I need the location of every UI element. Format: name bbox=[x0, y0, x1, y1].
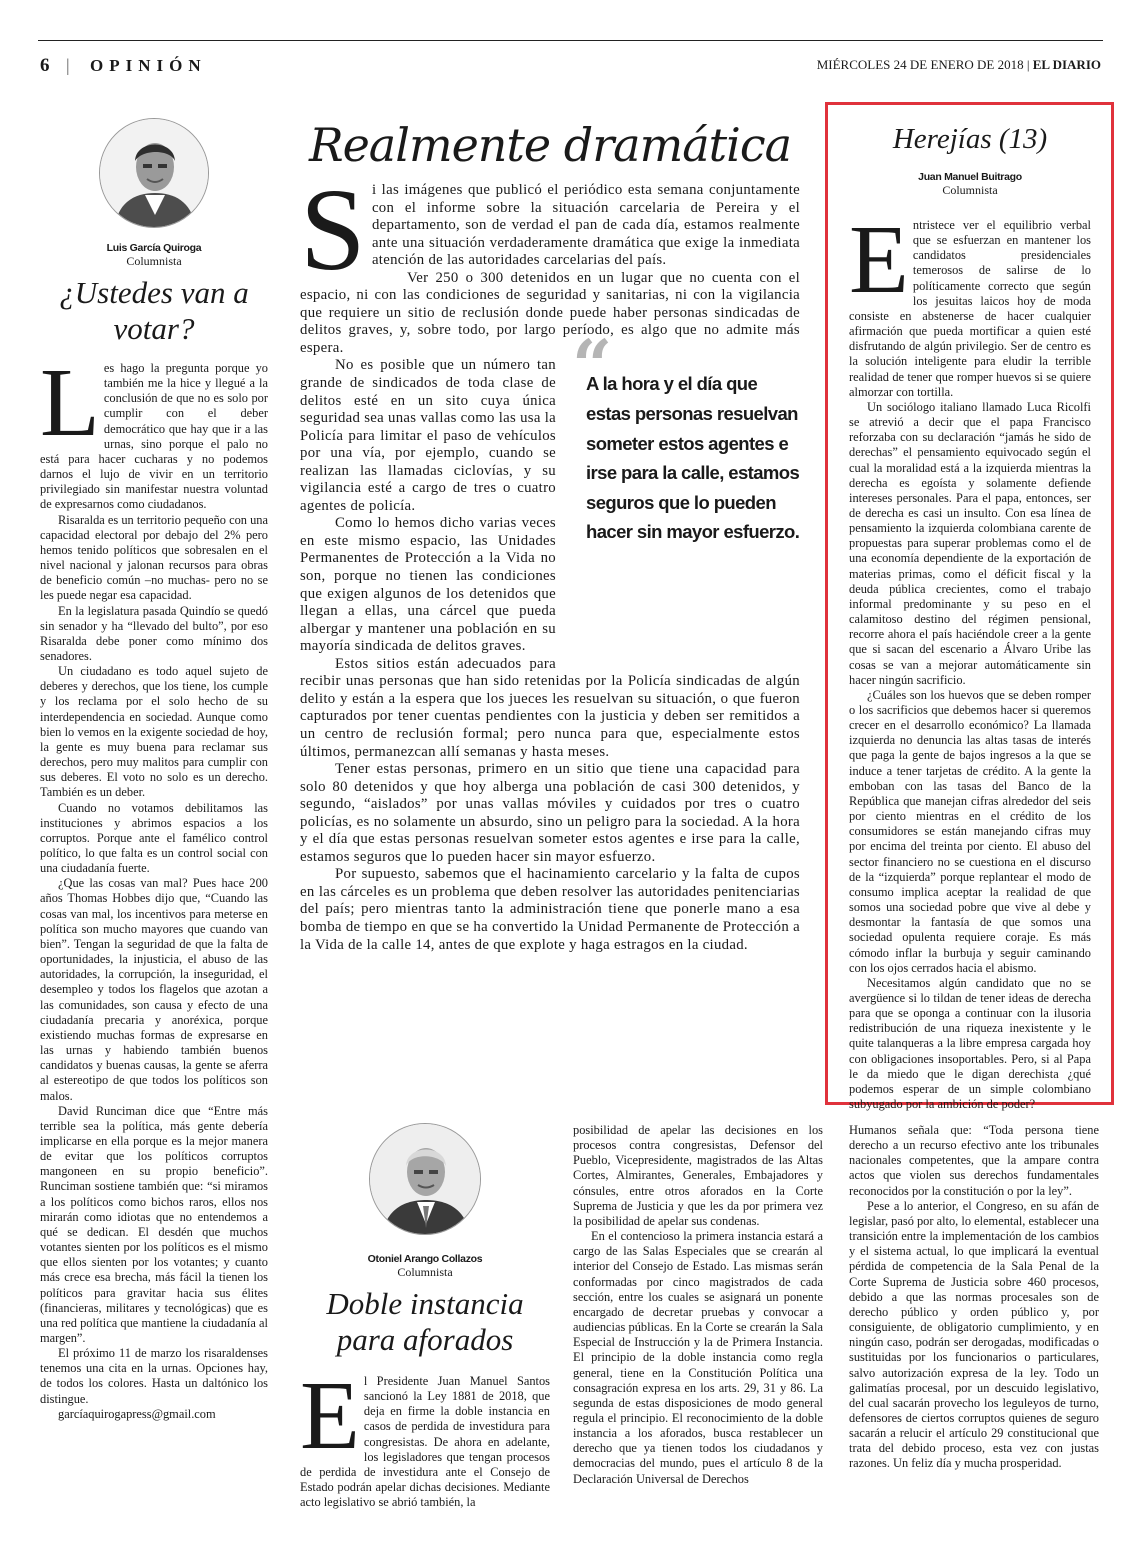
author-email: garcíaquirogapress@gmail.com bbox=[58, 1406, 216, 1421]
drop-cap: E bbox=[300, 1362, 360, 1470]
author-photo bbox=[369, 1123, 481, 1235]
bottom-column-2 bbox=[573, 1123, 823, 1487]
editorial-body bbox=[300, 164, 800, 954]
editorial-title: Realmente dramática bbox=[308, 118, 792, 172]
column-body bbox=[300, 1362, 550, 1510]
paragraph: posibilidad de apelar las decisiones en los procesos contra congresistas, Defensor del Pueblo, Vicepresidente, magistrados de las Altas Cortes, Almirantes, Generales, Embajadores y cónsules, entre otros aforados en la Corte Suprema de Justicia y que les da por primera vez la posibilidad de apelar sus condenas. bbox=[573, 1123, 823, 1228]
paragraph: En la legislatura pasada Quindío se quedó sin senador y ha “llevado del bulto”, por eso Risaralda debe poner como mínimo dos senadores. bbox=[40, 603, 268, 663]
left-column bbox=[40, 118, 268, 1422]
pull-quote-text: A la hora y el día que estas personas resuelvan someter estos agentes e irse para la calle, estamos seguros que lo pueden hacer sin mayor esfuerzo. bbox=[586, 373, 800, 543]
column-title: ¿Ustedes van a votar? bbox=[59, 275, 249, 346]
drop-cap: E bbox=[849, 206, 909, 314]
date-separator: | bbox=[1026, 57, 1030, 72]
paragraph: El próximo 11 de marzo los risaraldenses tenemos una cita en la urnas. Opciones hay, de todos los colores. Hasta un daltónico los distingue. bbox=[40, 1346, 268, 1406]
paragraph: Ver 250 o 300 detenidos en un lugar que no cuenta con el espacio, ni con las condiciones de seguridad y sanitarias, ni con la vigilancia que requiere un sitio de reclusión donde puede haber personas sindicadas de delitos graves, y, sobre todo, por largo período, es algo que no admite más espera. bbox=[300, 269, 800, 356]
author-role: Columnista bbox=[942, 183, 998, 197]
section-name: OPINIÓN bbox=[90, 56, 207, 75]
editorial bbox=[300, 118, 800, 954]
column-body bbox=[849, 206, 1091, 1112]
bottom-column-3 bbox=[849, 1123, 1099, 1472]
drop-cap: L bbox=[40, 349, 100, 457]
paragraph: Un ciudadano es todo aquel sujeto de deberes y derechos, que los tiene, los cumple y los reclama por el solo hecho de su interdependencia en sociedad. Aunque como bien lo vemos en la exigente sociedad de hoy, la gente es muy buena para reclamar sus derechos, pero muy malitos para cumplir con sus deberes. El voto no solo es un derecho. También es un deber. bbox=[40, 664, 268, 800]
author-name: Juan Manuel Buitrago bbox=[918, 171, 1022, 183]
page-number: 6 bbox=[40, 55, 50, 76]
quote-mark-icon: “ bbox=[572, 324, 613, 408]
column-title: Doble instancia para aforados bbox=[326, 1286, 524, 1357]
paragraph: Humanos señala que: “Toda persona tiene derecho a un recurso efectivo ante los tribunales nacionales competentes, que la ampare contra actos que violen sus derechos fundamentales reconocidos por la constitución o por la ley”. bbox=[849, 1123, 1099, 1198]
paragraph: Un sociólogo italiano llamado Luca Ricolfi se atrevió a decir que el papa Francisco reforzaba con su declaración “jamás he sido de derechas” el pensamiento equivocado según el cual la moralidad está a la izquierda mientras la derecha es egoísta y solamente defiende intereses personales. Para el papa, entonces, ser de derecha es casi un insulto. Con esa línea de pensamiento la izquierda colombiana carente de propuestas para superar problemas como el de una economía dependiente de la exportación de materias primas, como el déficit fiscal y la deuda pública crecientes, como el trabajo informal predominante y su peso en el calamitoso destino del régimen pensional, recorre ahora el país haciéndole creer a la gente que si sacan del escenario a Álvaro Uribe las cosas se van a mejorar automáticamente sin hacer ningún sacrificio. bbox=[849, 399, 1091, 687]
paragraph: Risaralda es un territorio pequeño con una capacidad electoral por debajo del 2% pero hemos tenido políticos que sobresalen en el nivel nacional y jalonan recursos para obras de beneficio común –no muchas- pero no se les puede negar esa capacidad. bbox=[40, 512, 268, 603]
author-name: Otoniel Arango Collazos bbox=[367, 1253, 483, 1265]
dateline bbox=[817, 57, 1101, 73]
drop-cap: S bbox=[300, 164, 366, 295]
paragraph: Estos sitios están adecuados para recibir unas personas que han sido retenidas por la Policía sindicadas de algún delito y están a la espera que los jueces les resuelvan su situación, o que fueron capturados por tener cuentas pendientes con la justicia y deben ser remitidos a un centro de reclusión formal; pero nunca para que, especialmente estos últimos, permanezcan allí semanas y hasta meses. bbox=[300, 655, 800, 760]
pull-quote bbox=[572, 324, 800, 665]
page-header bbox=[38, 30, 1103, 80]
author-role: Columnista bbox=[126, 254, 182, 268]
paper-name: EL DIARIO bbox=[1032, 57, 1101, 72]
paragraph: es hago la pregunta porque yo también me la hice y llegué a la conclusión de que no es solo por cumplir con el deber democrático que hay que ir a las urnas, sino porque el palo no está para hacer cucharas y no podemos darnos el lujo de vivir en un territorio privilegiado sin manifestar nuestra voluntad de expresarnos como ciudadanos. bbox=[40, 361, 268, 512]
paragraph: David Runciman dice que “Entre más terrible sea la política, más gente debería implicarse en ella porque es la mejor manera de evitar que los políticos corruptos mangoneen en su propio beneficio”. Runciman sostiene también que: “si miramos a los políticos como bichos raros, ellos nos mirarán como idiotas que no entendemos a qué se dedican. El desdén que muchos votantes sienten por los políticos es el mismo que ellos sienten por los votantes; y cuanto más crece esa brecha, más fácil la tienen los políticos para gravitar hacia sus élites (financieras, militares y tecnológicas) que es una red política que mantiene la ciudadanía al margen”. bbox=[40, 1103, 268, 1345]
portrait-icon bbox=[100, 119, 209, 228]
author-photo bbox=[99, 118, 209, 228]
paragraph: l Presidente Juan Manuel Santos sancionó la Ley 1881 de 2018, que deja en firme la doble instancia en casos de perdida de investidura para congresistas. De ahora en adelante, los legisladores que tengan procesos de perdida de investidura ante el Consejo de Estado podrán apelar dichas decisiones. Mediante acto legislativo se abrió también, la bbox=[300, 1374, 550, 1510]
header-separator: | bbox=[66, 55, 70, 75]
bottom-column-1 bbox=[300, 1123, 550, 1510]
paragraph: Cuando no votamos debilitamos las instituciones y abrimos espacios a los corruptos. Porque ante el famélico control político, lo que falta es un control social con una ciudadanía fuerte. bbox=[40, 800, 268, 876]
portrait-icon bbox=[370, 1124, 481, 1235]
paragraph: Tener estas personas, primero en un sitio que tiene una capacidad para solo 80 detenidos y que hoy alberga una población de casi 300 detenidos, y segundo, “aislados” por unas vallas móviles y cuidados por tres o cuatro policías, es no solamente un absurdo, sino un peligro para la sociedad. A la hora y el día que estas personas resuelvan someter estos agentes e irse para la calle, estamos seguros que lo pueden hacer sin mayor esfuerzo. bbox=[300, 761, 800, 865]
author-role: Columnista bbox=[397, 1265, 453, 1279]
paragraph: ntristece ver el equilibrio verbal que se esfuerzan en mantener los candidatos presidenciales temerosos de salirse de lo políticamente correcto que según los jesuitas laicos hoy de moda consiste en abstenerse de hacer cualquier afirmación que pueda mortificar a quien esté disfrutando de algún privilegio. Ser de centro es la solución inteligente para eludir la terrible realidad de tener que romper huevos si se quiere almorzar con tortilla. bbox=[849, 218, 1091, 399]
date-text: MIÉRCOLES 24 DE ENERO DE 2018 bbox=[816, 57, 1024, 72]
column-body bbox=[40, 349, 268, 1422]
paragraph: Pese a lo anterior, el Congreso, en su afán de legislar, pasó por alto, lo elemental, establecer una transición entre la implementación de los cambios y el sistema actual, lo que implicará la eventual pérdida de competencia de la Sala Penal de la Corte Suprema de Justicia sobre 460 procesos, debido a que las normas procesales son de derecho público y orden público y, por consiguiente, de obligatorio cumplimiento, y en ningún caso, podrán ser derogadas, modificadas o sustituidas por los funcionarios o particulares, salvo autorización expresa de la ley. Todo un galimatías procesal, por un descuido legislativo, del cual sacarán provecho los leguleyos de turno, defensores de ciertos corruptos quienes de seguro sacarán a relucir el artículo 29 constitucional que trata del debido proceso, esta vez con justas razones. Un feliz día y mucha prosperidad. bbox=[849, 1198, 1099, 1471]
paragraph: ¿Cuáles son los huevos que se deben romper o los sacrificios que debemos hacer si queremos crecer en el desarrollo económico? La llamada izquierda no denuncia las altas tasas de interés que paga la gente de bajos ingresos a la que se induce a tener tarjetas de crédito. A la gente la emboban con las tasas del Banco de la República que manejan cifras alrededor del seis por ciento mientras en el crédito de los consumidores se están manejando cifras muy por encima del treinta por ciento. El abuso del sector financiero no se cuestiona en el discurso de la “izquierda” porque replantear el modo de consumo implica aceptar la realidad de que somos una sociedad pobre que vive al debe y desmontar la fantasía de que somos una sociedad opulenta requiere coraje. Es más cómodo inflar la burbuja y seguir caminando con los ojos cerrados hacia el abismo. bbox=[849, 687, 1091, 975]
paragraph: No es posible que un número tan grande de sindicados de toda clase de delitos esté en un sito cuya única seguridad sea unas vallas como las usa la Policía para limitar el paso de vehículos por una vía, por ejemplo, cuando se realizan las llamadas ciclovías, y su vigilancia esté a cargo de tres o cuatro agentes de policía. bbox=[300, 357, 556, 514]
paragraph: En el contencioso la primera instancia estará a cargo de las Salas Especiales que se crearán al interior del Consejo de Estado. Las mismas serán conformadas por cinco magistrados de cada sección, entre los cuales se asignará un ponente encargado de decretar pruebas y convocar a audiencias públicas. En la Corte se crearán la Sala Especial de Instrucción y la de Primera Instancia. El principio de la doble instancia como regla general, tiene en la Constitución Política una consagración expresa en los arts. 29, 31 y 86. La segunda de estas disposiciones de modo general regula el principio. El reconocimiento de la doble instancia a los aforados, busca restablecer un derecho que ya tienen todos los ciudadanos y democracias del mundo, pues el artículo 8 de la Declaración Universal de Derechos bbox=[573, 1229, 823, 1486]
author-name: Luis García Quiroga bbox=[106, 242, 202, 254]
header-rule bbox=[38, 40, 1103, 41]
paragraph: Por supuesto, sabemos que el hacinamiento carcelario y la falta de cupos en las cárceles es un problema que deben resolver las autoridades penitenciarias del país; pero mientras tanto la administración tiene que ponerle mano a esa bomba de tiempo en que se ha convertido la Unidad Permanente de Protección a la Vida de la calle 14, antes de que explote y haga estragos en la ciudad. bbox=[300, 866, 800, 953]
paragraph: Necesitamos algún candidato que no se avergüence si lo tildan de tener ideas de derecha para que se oponga a continuar con la ilusoria redistribución de una riqueza inexistente y le quite talanqueras a la libre empresa cargada hoy con obligaciones insoportables. Pero, si al Papa le da miedo que le digan derechista ¿qué podemos esperar de un simple colombiano subyugado por la ambición de poder? bbox=[849, 975, 1091, 1112]
highlighted-column bbox=[825, 102, 1114, 1112]
paragraph: Como lo hemos dicho varias veces en este mismo espacio, las Unidades Permanentes de Protección a la Vida no son, porque no tienen las condiciones que exigen algunos de los detenidos que llegan a ellas, una cárcel que pueda albergar y mantener una población en su mayoría sindicada de delitos graves. bbox=[300, 515, 556, 655]
paragraph: ¿Que las cosas van mal? Pues hace 200 años Thomas Hobbes dijo que, “Cuando las cosas van mal, los incentivos para meterse en política son mucho mayores que cuando van bien”. Tengan la seguridad de que la falta de oportunidades, la injusticia, el abuso de las autoridades, la corrupción, la inseguridad, el desempleo y todos los flagelos que azotan a las comunidades, son causa y efecto de una ciudadanía precaria y anoréxica, porque existiendo muchas formas de expresarse en las urnas y habiendo también buenos candidatos y buenas causas, la gente se aferra al estereotipo de que todos los políticos son malos. bbox=[40, 876, 268, 1103]
column-title: Herejías (13) bbox=[892, 123, 1048, 155]
paragraph: i las imágenes que publicó el periódico esta semana conjuntamente con el informe sobre la situación carcelaria de Pereira y el departamento, son de verdad el pan de cada día, estamos realmente ante una situación verdaderamente dramática que exige la inmediata atención de las autoridades carcelarias del país. bbox=[371, 182, 800, 269]
